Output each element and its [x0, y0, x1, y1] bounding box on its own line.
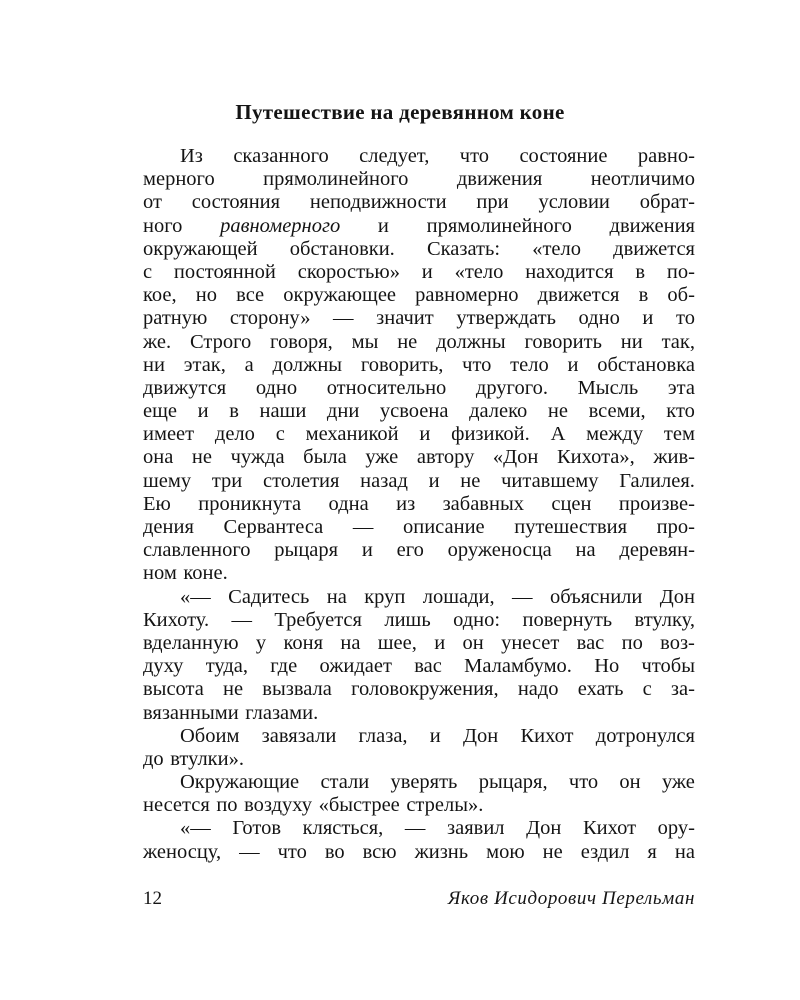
body-text: [143, 145, 695, 864]
text-line: же. Строго говоря, мы не должны говорить ни так,: [143, 330, 695, 353]
text-line: Окружающие стали уверять рыцаря, что он уже: [180, 771, 695, 794]
paragraph: [143, 771, 695, 817]
text-line: она не чужда была уже автору «Дон Кихота», жив-: [143, 446, 695, 469]
text-line: вделанную у коня на шее, и он унесет вас по воз-: [143, 631, 695, 654]
paragraph: [143, 817, 695, 863]
text-line: «— Готов клясться, — заявил Дон Кихот ору-: [180, 817, 695, 840]
text-line: ном коне.: [143, 562, 228, 585]
page-number: 12: [143, 888, 162, 909]
text-line: до втулки».: [143, 747, 244, 770]
text-line: еще и в наши дни усвоена далеко не всеми, кто: [143, 400, 695, 423]
text-line: Кихоту. — Требуется лишь одно: повернуть втулку,: [143, 608, 695, 631]
paragraph: [143, 145, 695, 586]
text-line: ного равномерного и прямолинейного движения: [143, 214, 695, 237]
chapter-title: Путешествие на деревянном коне: [235, 100, 565, 124]
text-line: от состояния неподвижности при условии обрат-: [143, 191, 695, 214]
text-line: духу туда, где ожидает вас Маламбумо. Но чтобы: [143, 655, 695, 678]
text-line: женосцу, — что во всю жизнь мою не ездил я на: [143, 840, 695, 863]
running-footer-author: Яков Исидорович Перельман: [447, 888, 695, 909]
text-line: мерного прямолинейного движения неотличимо: [143, 168, 695, 191]
text-line: дения Сервантеса — описание путешествия про-: [143, 516, 695, 538]
text-line: ни этак, а должны говорить, что тело и обстановка: [143, 353, 695, 376]
text-line: «— Садитесь на круп лошади, — объяснили Дон: [180, 585, 695, 608]
text-line: несется по воздуху «быстрее стрелы».: [143, 794, 484, 817]
page-footer: [143, 888, 695, 910]
text-line: кое, но все окружающее равномерно движется в об-: [143, 284, 695, 307]
text-line: окружающей обстановки. Сказать: «тело движется: [143, 237, 695, 260]
paragraph: [143, 725, 695, 771]
text-line: высота не вызвала головокружения, надо ехать с за-: [143, 678, 695, 701]
text-line: с постоянной скоростью» и «тело находится в по-: [143, 260, 695, 283]
text-line: имеет дело с механикой и физикой. А между тем: [143, 423, 695, 446]
text-line: ратную сторону» — значит утверждать одно и то: [143, 307, 695, 330]
text-line: шему три столетия назад и не читавшему Галилея.: [143, 469, 695, 492]
paragraph: [143, 586, 695, 725]
text-line: Ею проникнута одна из забавных сцен произве-: [143, 492, 695, 515]
text-line: Обоим завязали глаза, и Дон Кихот дотронулся: [180, 724, 695, 747]
text-line: славленного рыцаря и его оруженосца на деревян-: [143, 539, 695, 562]
text-line: Из сказанного следует, что состояние равно-: [180, 145, 695, 167]
text-line: вязанными глазами.: [143, 701, 319, 724]
text-line: движутся одно относительно другого. Мысль эта: [143, 376, 695, 399]
